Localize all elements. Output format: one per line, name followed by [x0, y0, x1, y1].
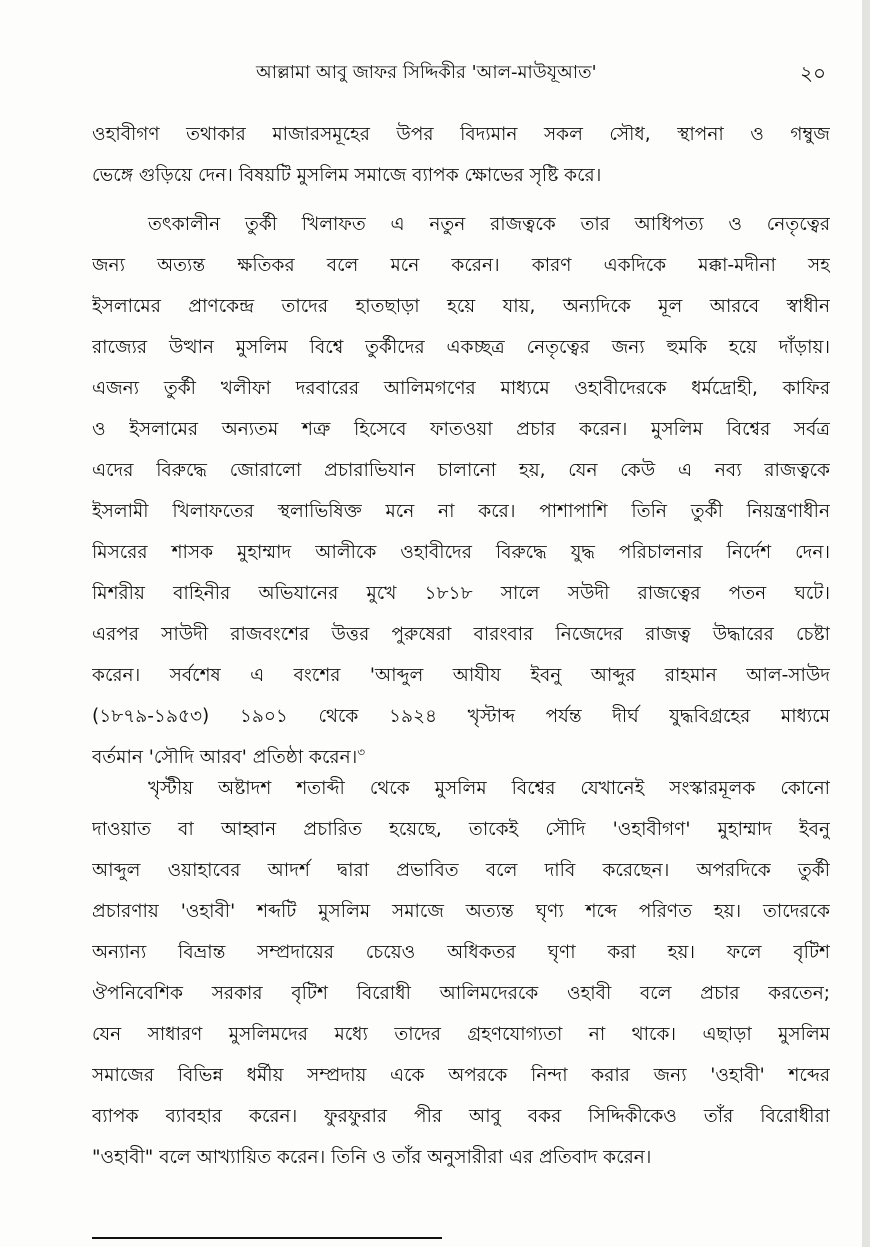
text-line: রাজ্যের উত্থান মুসলিম বিশ্বে তুর্কীদের একচ্ছত্র নেতৃত্বের জন্য হুমকি হয়ে দাঁড়ায়। [92, 337, 830, 358]
text-line: ব্যাপক ব্যাবহার করেন। ফুরফুরার পীর আবু বকর সিদ্দিকীকেও তাঁর বিরোধীরা [92, 1106, 830, 1127]
paragraph-3 [92, 768, 830, 1178]
text-line: মিসরের শাসক মুহাম্মাদ আলীকে ওহাবীদের বিরুদ্ধে যুদ্ধ পরিচালনার নির্দেশ দেন। [92, 542, 830, 563]
footnote-rule [92, 1237, 442, 1239]
text-line: ভেঙ্গে গুড়িয়ে দেন। বিষয়টি মুসলিম সমাজে ব্যাপক ক্ষোভের সৃষ্টি করে। [92, 165, 602, 186]
text-line: ওহাবীগণ তথাকার মাজারসমূহের উপর বিদ্যমান সকল সৌধ, স্থাপনা ও গম্বুজ [92, 124, 830, 145]
text-line: এজন্য তুর্কী খলীফা দরবারের আলিমগণের মাধ্যমে ওহাবীদেরকে ধর্মদ্রোহী, কাফির [92, 378, 830, 399]
paragraph-1 [92, 114, 830, 196]
text-line-content: বর্তমান 'সৌদি আরব' প্রতিষ্ঠা করেন। [92, 747, 358, 768]
text-line: অন্যান্য বিভ্রান্ত সম্প্রদায়ের চেয়েও অধিকতর ঘৃণা করা হয়। ফলে বৃটিশ [92, 942, 830, 963]
footnote-marker[interactable]: ৩ [357, 744, 366, 759]
text-line: ও ইসলামের অন্যতম শত্রু হিসেবে ফাতওয়া প্রচার করেন। মুসলিম বিশ্বের সর্বত্র [92, 419, 830, 440]
text-line: যেন সাধারণ মুসলিমদের মধ্যে তাদের গ্রহণযোগ্যতা না থাকে। এছাড়া মুসলিম [92, 1024, 830, 1045]
text-line: প্রচারণায় 'ওহাবী' শব্দটি মুসলিম সমাজে অত্যন্ত ঘৃণ্য শব্দে পরিণত হয়। তাদেরকে [92, 901, 830, 922]
text-line: এদের বিরুদ্ধে জোরালো প্রচারাভিযান চালানো হয়, যেন কেউ এ নব্য রাজত্বকে [92, 460, 830, 481]
running-header [256, 55, 826, 91]
text-line: ঔপনিবেশিক সরকার বৃটিশ বিরোধী আলিমদেরকে ওহাবী বলে প্রচার করতেন; [92, 983, 830, 1004]
text-line: মিশরীয় বাহিনীর অভিযানের মুখে ১৮১৮ সালে সউদী রাজত্বের পতন ঘটে। [92, 583, 830, 604]
text-line: তৎকালীন তুর্কী খিলাফত এ নতুন রাজত্বকে তার আধিপত্য ও নেতৃত্বের [148, 214, 830, 235]
text-line: সমাজের বিভিন্ন ধর্মীয় সম্প্রদায় একে অপরকে নিন্দা করার জন্য 'ওহাবী' শব্দের [92, 1065, 830, 1086]
text-line: খৃস্টীয় অষ্টাদশ শতাব্দী থেকে মুসলিম বিশ্বের যেখানেই সংস্কারমূলক কোনো [148, 778, 830, 799]
page-number: ২০ [799, 61, 826, 85]
text-line: আব্দুল ওয়াহাবের আদর্শ দ্বারা প্রভাবিত বলে দাবি করেছেন। অপরদিকে তুর্কী [92, 860, 830, 881]
page-edge [862, 0, 870, 1247]
text-line: এরপর সাউদী রাজবংশের উত্তর পুরুষেরা বারংবার নিজেদের রাজত্ব উদ্ধারের চেষ্টা [92, 624, 830, 645]
text-line: দাওয়াত বা আহ্বান প্রচারিত হয়েছে, তাকেই সৌদি 'ওহাবীগণ' মুহাম্মাদ ইবনু [92, 819, 830, 840]
running-header-title: আল্লামা আবু জাফর সিদ্দিকীর 'আল-মাউযূআত' [256, 62, 597, 83]
text-line: "ওহাবী" বলে আখ্যায়িত করেন। তিনি ও তাঁর অনুসারীরা এর প্রতিবাদ করেন। [92, 1147, 652, 1168]
text-line: জন্য অত্যন্ত ক্ষতিকর বলে মনে করেন। কারণ একদিকে মক্কা-মদীনা সহ [92, 255, 830, 276]
paragraph-2 [92, 204, 830, 778]
text-line: ইসলামের প্রাণকেন্দ্র তাদের হাতছাড়া হয়ে যায়, অন্যদিকে মূল আরবে স্বাধীন [92, 296, 830, 317]
text-line: ইসলামী খিলাফতের স্থলাভিষিক্ত মনে না করে। পাশাপাশি তিনি তুর্কী নিয়ন্ত্রণাধীন [92, 501, 830, 522]
text-line: (১৮৭৯-১৯৫৩) ১৯০১ থেকে ১৯২৪ খৃস্টাব্দ পর্যন্ত দীর্ঘ যুদ্ধবিগ্রহের মাধ্যমে [92, 706, 830, 727]
text-line: করেন। সর্বশেষ এ বংশের 'আব্দুল আযীয ইবনু আব্দুর রাহমান আল-সাউদ [92, 665, 830, 686]
